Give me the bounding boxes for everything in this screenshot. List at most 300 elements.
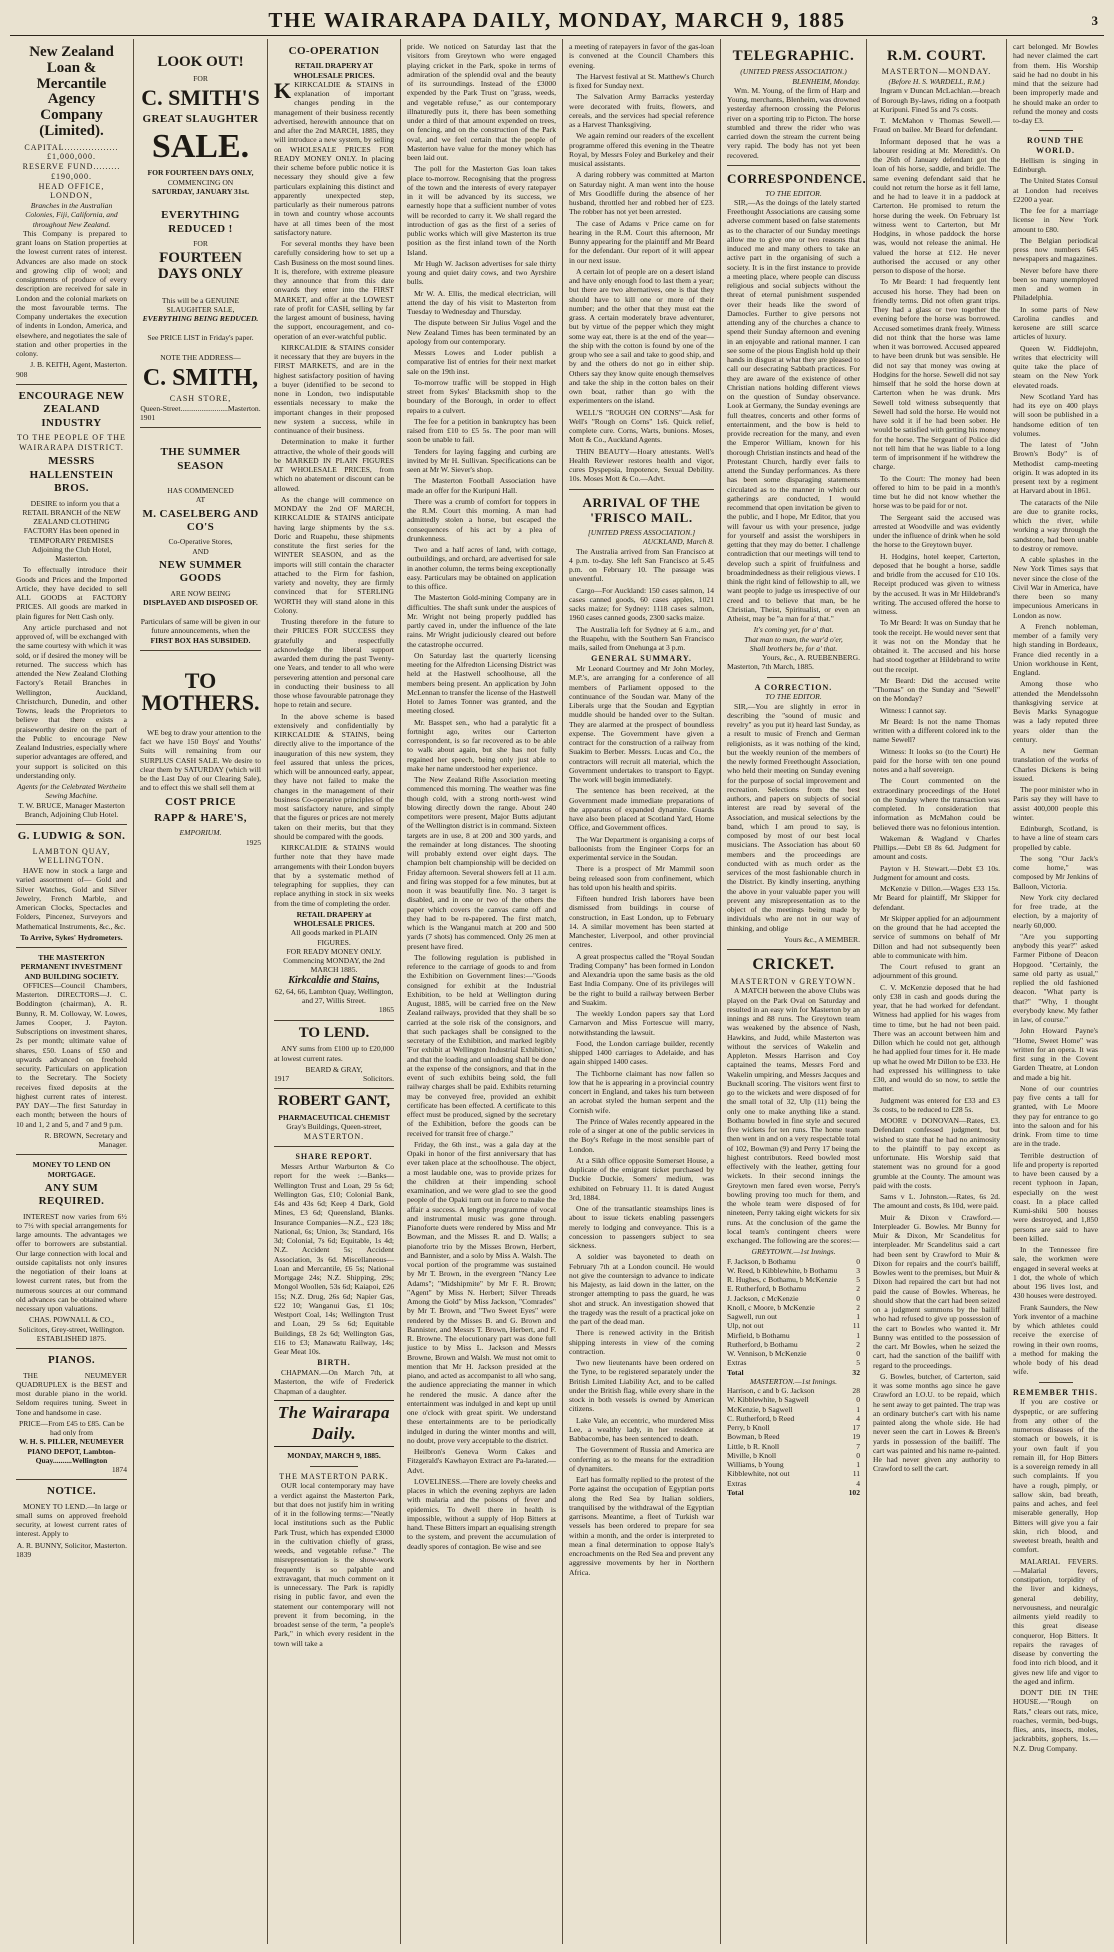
runs: 4 xyxy=(856,1413,860,1423)
theatre-reminder: We again remind our readers of the excellent programme offered this evening in the Theatre Royal, by Messrs Foley and Burkeley and their musical assistants. xyxy=(569,131,714,168)
round-item-24: Frank Saunders, the New York inventor of a machine by which athletes could receive the exercise of rowing in their own rooms, a method for making the whole body of his dead wife. xyxy=(1013,1302,1098,1377)
any-sum-body: INTEREST now varies from 6½ to 7½ with special arrangements for large amounts. The advantages we offer to borrowers are substantial. Our large connection with local and outside capitalists not only insures the negotiation of their loans at lowest current rates, but from the numerous sources at our command old advances can be obtained where necessary upon valuations. xyxy=(16,1211,127,1314)
batsman: Harrison, c and b G. Jackson xyxy=(727,1386,815,1396)
football-association: The Masterton Football Association have made an offer for the Kuripuni Hall. xyxy=(407,476,556,495)
runs: 17 xyxy=(852,1423,860,1433)
heilbron-advt: Heilbron's Geneva Worm Cakes and Fitzgerald's Kawhayon Extract are Pa-larated.—Advt. xyxy=(407,1447,556,1475)
general-cyclone: At a Sikh office opposite Somerset House, a duplicate of the emigrant ticket purchased by Duckie Duckie, Somers' medium, was exhibited on February 11. It is dated August 3rd, 1884. xyxy=(569,1155,714,1202)
dont-die-advt: DON'T DIE IN THE HOUSE.—"Rough on Rats," clears out rats, mice, roaches, vermin, bed-bugs, flies, ants, insects, moles, jackrabbits, gophers, 1s.—N.Z. Drug Company. xyxy=(1013,1688,1098,1753)
masterton-scorecard xyxy=(727,1386,860,1488)
park-body: OUR local contemporary may have a verdict against the Masterton Park, but that does not justify him in writing of it in the following terms:—"Neatly local institutions such as the Public Park Trust, which has expended £3000 in the cultivation chiefly of grass, weeds, and vegetable refuse." The misrepresentation is the show-work frequently is so palpable and extravagant, that much comment on it is unnecessary. The Park is rapidly rising in public favor, and even the statement our contemporary will not prevent it from becoming, in the broadest sense of the term, "a people's Park," in which every resident in the town will take a xyxy=(274,1481,394,1648)
saturday-date: SATURDAY, JANUARY 31st. xyxy=(151,186,250,196)
score-row xyxy=(727,1321,860,1330)
runs: 5 xyxy=(856,1275,860,1285)
kirk-body-5: As the change will commence on MONDAY the 2nd OF MARCH, KIRKCALDIE & STAINS anticipate having large shipments by the s.s. Doric and Ruapehu, these shipments constitute the first series for the WINTER SEASON, and as the imports will still contain the character attached to the Firm for fashion, variety and novelty, they are firmly convinced that for STERLING WORTH they will stand alone in this Colony. xyxy=(274,494,394,615)
column-6 xyxy=(721,39,867,1944)
rm-body-1: Ingram v Duncan McLachlan.—breach of Borough By-laws, riding on a footpath at Kuripuni. Fined 5s and 7s costs. xyxy=(873,86,1000,114)
gant-address: Gray's Buildings, Queen-street, xyxy=(286,1122,382,1132)
kirk-body-8: KIRKCALDIE & STAINS would further note that they have made arrangements with their London buyers that by a systematic method of telegraphing for supplies, they can replace anything in stock in six weeks from the time of completing the order. xyxy=(274,843,394,908)
batsman: Bowman, b Reed xyxy=(727,1432,780,1442)
future: future announcements, when the xyxy=(151,626,250,636)
page-number: 3 xyxy=(1091,12,1098,28)
commencing-monday: Commencing MONDAY, the 2nd MARCH 1885. xyxy=(283,956,385,975)
building-title: THE MASTERTON PERMANENT INVESTMENT AND BUILDING SOCIETY. xyxy=(20,953,123,981)
mothers-title: TO MOTHERS. xyxy=(141,667,260,715)
rm-body-21: MOORE v DONOVAN—Rates, £3. Defendant confessed judgment, but wished to state that he had no animosity to the plaintiff to pay except as unfortunate. His Worship said that statement was no ground for a good grumble at the County. The amount was paid with the costs. xyxy=(873,1116,1000,1190)
daily-logo: The Wairarapa Daily. xyxy=(274,1400,394,1447)
rm-body-5: To the Court: The money had been offered to him to be paid in a month's time but he did not know whether the horse was to be paid for or not. xyxy=(873,473,1000,511)
gas-meeting: a meeting of ratepayers in favor of the gas-loan is convened at the Council Chambers this evening. xyxy=(569,42,714,70)
lookout-title: LOOK OUT! xyxy=(157,54,244,70)
column-7 xyxy=(867,39,1007,1944)
general-soldier: A soldier was bayoneted to death on February 7th at a London council. He would not give the countersign to advance to indicate his Majesty, as laid down in the latter, on the stronger attempting to pass the guard, he was shot and struck. An investigation showed that the tragedy was the result of a practical joke on the part of the dead man. xyxy=(569,1252,714,1327)
notice-body: MONEY TO LEND.—In large or small sums on approved freehold security, at lowest current rates of interest. Apply to xyxy=(16,1501,127,1539)
frisco-title: ARRIVAL OF THE 'FRISCO MAIL. xyxy=(582,494,701,526)
malarial-advt: MALARIAL FEVERS.—Malarial fevers, constipation, torpidity of the liver and kidneys, general debility, nervousness, and neuralgic ailments yield readily to this great disease conqueror, Hop Bitters. It repairs the ravages of disease by converting the food into rich blood, and it gives new life and vigor to the aged and infirm. xyxy=(1013,1556,1098,1686)
queen-street: Queen-Street.........................Masterton. xyxy=(140,403,261,413)
batsman: Little, b R. Knoll xyxy=(727,1441,780,1451)
corns-advt: WELL'S "ROUGH ON CORNS"—Ask for Well's "Rough on Corns" 1s6. Quick relief, complete cure. Corns, Warts, bunions. Moses, Mott & Co., Auckland Agents. xyxy=(569,407,714,445)
harvest-festival: The Harvest festival at St. Matthew's Church is fixed for Sunday next. xyxy=(569,71,714,90)
round-item-9: The latest of "John Brown's Body" is of Methodist camp-meeting origin. It was adopted in its present text by a regiment at Harvard about in 1861. xyxy=(1013,440,1098,496)
column-5 xyxy=(563,39,721,1944)
score-row xyxy=(727,1303,860,1312)
rm-body-15: Payton v H. Stewart.—Debt £3 10s. Judgment for amount and costs. xyxy=(873,863,1000,882)
score-row xyxy=(727,1340,860,1349)
park-cont: pride. We noticed on Saturday last that the visitors from Greytown who were engaged playing cricket in the Park, spoke in terms of admiration of the splendid oval and the beauty of its surroundings. Instead of the £3000 expended by the Park Trust on "grass, weeds, and vegetable refuse," as our contemporary illnaturedly puts it, there has been something under a third of that amount expended on trees, on fencing, and on the construction of the Park oval, and we feel certain that the people of Masterton have value for the money which has been laid out. xyxy=(407,42,556,162)
to-lend-body: ANY sums from £100 up to £20,000 at lowest current rates. xyxy=(274,1044,394,1063)
general-tichborne: The Tichborne claimant has now fallen so low that he is appearing in a provincial country concert in England, and takes his turn between an acrobat styled the human serpent and the Cornish wife. xyxy=(569,1068,714,1115)
poem-line-2: That man to man, the war'd o'er, xyxy=(744,634,843,644)
general-ponts: Earl has formally replied to the protest of the Porte against the occupation of Egyptian ports along the Red Sea by Italian soldiers, tranquilised by the withdrawal of the Egyptian garrisons. Meantime, a fleet of Turkish war vessels has been ordered to prepare for sea within a month, and the order is interpreted to mean a final determination to oppose Italy's encroachments on the Red Sea and prevent any aggressive movements by her in Northern Africa. xyxy=(569,1475,714,1577)
kirk-body-6: Trusting therefore in the future to their PRICES FOR SUCCESS they gratefully and respectfully acknowledge the liberal support awarded them during the past Twenty-one Years, and tender to all who were persevering attention and personal care in conducting their business to all those whose favourable patronage they hope to retain and secure. xyxy=(274,617,394,710)
rm-court-sub: MASTERTON—MONDAY. xyxy=(881,67,992,77)
correction-sign: Yours &c., A MEMBER. xyxy=(783,934,860,944)
coop-title: CO-OPERATION xyxy=(288,45,380,57)
batsman: W. Vennison, b McKenzie xyxy=(727,1349,807,1359)
runs: 0 xyxy=(856,1395,860,1405)
general-prince: The Prince of Wales recently appeared in the role of a singer at one of the public services in the Boy's Refuge in the most sensible part of London. xyxy=(569,1116,714,1154)
to-lend-title: TO LEND. xyxy=(298,1024,370,1041)
score-row xyxy=(727,1358,860,1367)
are-now: ARE NOW BEING xyxy=(170,588,231,598)
general-govt: The Government of Russia and America are conferring as to the means for the extradition of dynamiters. xyxy=(569,1445,714,1473)
price-list-note: See PRICE LIST in Friday's paper. xyxy=(147,333,254,343)
remember-title: REMEMBER THIS. xyxy=(1013,1387,1098,1397)
score-row xyxy=(727,1331,860,1340)
any-sum-sign: CHAS. POWNALL & CO., Solicitors, Grey-street, Wellington. ESTABLISHED 1875. xyxy=(18,1315,125,1343)
share-title: SHARE REPORT. xyxy=(295,1152,373,1162)
column-1 xyxy=(10,39,134,1944)
notice-title: NOTICE. xyxy=(47,1485,96,1498)
rm-body-6: The Sergeant said the accused was arrested at Woodville and was evidently under the influence of drink when he sold the horse to the Greytown buyer. xyxy=(873,512,1000,550)
nz-loan-head-office: HEAD OFFICE, LONDON, xyxy=(38,181,105,201)
coop-stores: Co-Operative Stores, xyxy=(168,537,233,547)
column-4 xyxy=(401,39,563,1944)
batsman: R. Hughes, c Bothamu, b McKenzie xyxy=(727,1275,838,1285)
columns xyxy=(10,39,1104,1944)
masterton-innings-head: MASTERTON.—1st Innings. xyxy=(750,1376,837,1386)
has-commenced: HAS COMMENCED xyxy=(167,486,234,496)
notice-sign: A. R. BUNNY, Solicitor, Masterton. xyxy=(16,1540,127,1550)
money-title: MONEY TO LEND ON MORTGAGE. xyxy=(32,1160,111,1179)
bankruptcy-fee: The fee for a petition in bankruptcy has been raised from £10 to £5 5s. The poor man will soon be unable to fail. xyxy=(407,416,556,445)
nz-loan-capital: CAPITAL..................£1,000,000. xyxy=(24,142,119,162)
runs: 2 xyxy=(856,1339,860,1349)
ludwig-address: LAMBTON QUAY, WELLINGTON. xyxy=(32,846,111,866)
frisco-place: AUCKLAND, March 8. xyxy=(642,537,714,547)
nz-loan-number: 908 xyxy=(16,369,28,379)
rm-body-4: To Mr Beard: I had frequently lent accused his horse. They had been on friendly terms. Did not often grant trips. They had a glass or two together the evening before the horse was borrowed. Accused sometimes drank freely. Witness did not think that the horse was lame when it was borrowed. Accused appeared to have been drunk but was sensible. He did not say that money was owing at Hodgins for the horse. Sewell did not say himself that he sold the horse down at Carterton when he was drunk. Mrs Sewell told witness subsequently that Sewell had sold the horse. He would not have sold it if he had been sober. He would be satisfied with getting his money for the horse. The Sergeant of Police did not tell him that he was liable to a long term of imprisonment if he withdrew the charge. xyxy=(873,277,1000,472)
batsman: Miville, b Knoll xyxy=(727,1450,777,1460)
general-lake: Lake Vale, an eccentric, who murdered Miss Lee, a wealthy lady, in her residence at Babbacombe, has been sentenced to death. xyxy=(569,1415,714,1444)
rifle-association: The New Zealand Rifle Association meeting commenced this morning. The weather was fine though cold, with a strong north-west wind blowing directly down the range. About 240 competitors were present, Major Butts adjutant of the Wellington district is in command. Sixteen targets are in use, 8 at 200 and 300 yards, and the remainder at long distances. The shooting will probably extend over eight days. The champion belt championship will be decided on Friday afternoon. Several showers fell at 11 a.m. and firing was stopped for a few minutes, but at noon it was beautifully fine. No. 3 target is disabled, and in one or two of the others the paper which covers the canvas came off and they had to be re-papered. The first match, which is the Wanganui match at 200 and 500 yards (7 shots) has commenced. Only 26 men at present have fired. xyxy=(407,775,556,951)
general-weekly: The weekly London papers say that Lord Carnarvon and Miss Fortescue will marry, notwithstanding the lawsuit. xyxy=(569,1009,714,1037)
score-row xyxy=(727,1451,860,1460)
birth-title: BIRTH. xyxy=(317,1358,351,1368)
correspondence-title: CORRESPONDENCE. xyxy=(727,170,867,186)
score-row xyxy=(727,1284,860,1293)
at: AT xyxy=(195,495,206,505)
rm-body-24: G. Bowles, butcher, of Carterton, said it was some months ago since he gave Crawford an I.O.U. to be repaid, which he sent away to get painted. The trap was an ordinary butcher's cart with his name painted along the whole side. He had never seen the cart in Lowes & Breen's yards in possession of the bailiff. The cart was painted and his name re-painted. He had never given any authority to Crawford to sell the cart. xyxy=(873,1371,1000,1474)
telegraphic-place: BLENHEIM, Monday. xyxy=(792,76,860,86)
notice-number: 1839 xyxy=(16,1549,32,1559)
rm-body-11: Mr Beard: Is not the name Thomas written with a different colored ink to the name Sewell? xyxy=(873,716,1000,745)
note-address: NOTE THE ADDRESS— xyxy=(160,352,241,362)
score-row xyxy=(727,1442,860,1451)
runs: 4 xyxy=(856,1478,860,1488)
rm-court-title: R.M. COURT. xyxy=(886,48,987,64)
pianos-price: PRICE—From £45 to £85. Can be had only from xyxy=(18,1418,125,1438)
telegraphic-press: (UNITED PRESS ASSOCIATION.) xyxy=(740,67,847,77)
round-item-3: The fee for a marriage license in New York amount to £80. xyxy=(1013,206,1098,234)
runs: 28 xyxy=(852,1386,860,1396)
runs: 1 xyxy=(856,1404,860,1414)
greytown-innings-head: GREYTOWN.—1st Innings. xyxy=(751,1247,836,1257)
rm-body-8: To Mr Beard: It was on Sunday that he took the receipt. He would never sent that it was not on the Monday that he obtained it. The accused and his horse had stood together at Hildebrand to write out the receipt. xyxy=(873,618,1000,674)
building-sign: R. BROWN, Secretary and Manager. xyxy=(44,1130,127,1150)
round-item-23: In the Tennessee fire sale, the workmen were engaged in several weeks at 1 dot, the whole of which about 196 lives lost, and 430 houses were destroyed. xyxy=(1013,1245,1098,1301)
frisco-body: The Australia arrived from San Francisco at 4 p.m. to-day. She left San Francisco at 5.45 p.m. on February 10. The passage was uneventful. xyxy=(569,546,714,584)
round-item-4: The Belgian periodical press now numbers 645 newspapers and magazines. xyxy=(1013,235,1098,264)
and: AND xyxy=(192,546,209,556)
greytown-scorecard xyxy=(727,1257,860,1368)
exhibition-regulation: The following regulation is published in reference to the carriage of goods to and from the Exhibition on Government lines:—"Goods consigned for exhibit at the Industrial Exhibition, to be held at Wellington during August, 1885, will be carried free on the New Zealand railways, provided that they shall be so carried at the sole risk of the consignors, and that such packages shall be consigned to the secretary of the Exhibition, and marked legibly 'For exhibit at Wellington Industrial Exhibition,' and that the loading and unloading shall be done at the expense of the consignors, and that in the event of such exhibits being sold, the full railway charges shall be paid. Exhibits returning may be conveyed free, provided an exhibit certificate has been effected. A certificate to this effect must be produced, signed by the secretary of the Exhibition, before the goods can be received for transit free of charge." xyxy=(407,952,556,1138)
rm-body-7: H. Hodgins, hotel keeper, Carterton, deposed that he bought a horse, saddle and bridle from the accused for £10 10s. Receipt produced was given to witness by the accused. It was in Mr Hildebrand's writing. The accused offered the horse to witness. xyxy=(873,551,1000,617)
traffic-stopped: To-morrow traffic will be stopped in High street from Sykes' Blacksmith shop to the boundary of the Borough, in order to effect repairs to a culvert. xyxy=(407,377,556,415)
everything-being-reduced: EVERYTHING BEING REDUCED. xyxy=(142,314,259,324)
runs: 5 xyxy=(856,1358,860,1368)
runs: 2 xyxy=(856,1302,860,1312)
batsman: Knoll, c Moore, b McKenzie xyxy=(727,1302,815,1312)
masterton-total: Total 102 xyxy=(727,1487,860,1497)
runs: 0 xyxy=(856,1293,860,1303)
rm-body-22: Sams v L. Johnston.—Rates, 6s 2d. The amount and costs, 8s 10d, were paid. xyxy=(873,1192,1000,1211)
batsman: Mirfield, b Bothamu xyxy=(727,1330,790,1340)
runs: 0 xyxy=(856,1349,860,1359)
score-row xyxy=(727,1460,860,1469)
coop-sub: RETAIL DRAPERY AT WHOLESALE PRICES. xyxy=(293,61,375,80)
score-row xyxy=(727,1349,860,1358)
round-world-title: ROUND THE WORLD. xyxy=(1026,136,1085,155)
court-comfort: There was a crumb of comfort for toppers in the R.M. Court this morning. A man had admittedly stolen a horse, but escaped the consequences of his act by a plea of drunkenness. xyxy=(407,496,556,543)
general-war-dept: The War Department is organising a corps of balloonists from the Engineer Corps for an experimental service in the Soudan. xyxy=(569,834,714,863)
batsman: J. Jackson, c McKenzie xyxy=(727,1293,799,1303)
rm-body-19: C. V. McKenzie deposed that he had only £38 in cash and goods during the year, that he had worked for defendant. Witness had applied for his wages from time to time, but he had not been paid. There was an account between him and Dillon which he could not get, although he had applied four times for it. He made up what he owed Mr Dillon to be £33. He had expressed his willingness to take £30, and would do so now, to settle the matter. xyxy=(873,982,1000,1094)
pianos-title: PIANOS. xyxy=(47,1354,96,1367)
round-item-10: The cataracts of the Nile are due to granite rocks, which the river, while working a way through the sandstone, had been unable to destroy or remove. xyxy=(1013,497,1098,553)
retail-drapery: RETAIL DRAPERY at WHOLESALE PRICES. xyxy=(293,909,375,929)
licensing-meeting: On Saturday last the quarterly licensing meeting for the Alfredton Licensing District was held at the Hastwell schoolhouse, all the members being present. An application by John McLennan to transfer the license of the Hastwell Hotel to James Tonner was granted, and the meeting closed. xyxy=(407,650,556,716)
round-item-2: The United States Consul at London had receives £2200 a year. xyxy=(1013,176,1098,204)
general-body: Mr Leonard Courtney and Mr John Morley, M.P.'s, are arranging for a conference of all members of Parliament opposed to the continuance of the Soudan war. Many of the Liberals urge that the Soudan and Egyptian muddle should be handed over to the Sultan. They are alarmed at the prospect of boundless expense. The Government have given a contract for the construction of a railway from Suakim to Berber. Messrs. Lucas and Co., the contractors will recruit all material, which the Government undertakes to transport to Egypt. The work will begin immediately. xyxy=(569,664,714,785)
score-row xyxy=(727,1275,860,1284)
lookout-for: FOR xyxy=(193,73,208,83)
correspondence-sign: Yours, &c., A. RUEBENBERG. xyxy=(762,653,860,663)
batsman: W. Kibblewhite, b Sagwell xyxy=(727,1395,809,1405)
cricket-sub: MASTERTON v GREYTOWN. xyxy=(731,976,856,986)
gas-poll: The poll for the Masterton Gas loan takes place to-morrow. Recognising that the progress of the town and the interests of every ratepayer in it will be advanced by its success, we earnestly hope that a sufficient number of votes will be recorded to carry it. We shall regard the introduction of gas as the first of a series of public works which will give Masterton its true position as the first inland town of the North Island. xyxy=(407,164,556,257)
rm-body-13: The Court commented on the extraordinary proceedings of the Hotel on the Sunday where the transaction was completed. In consideration that information as McMahon could be believed there was no felonious intention. xyxy=(873,776,1000,832)
c-smith-name: C. SMITH, xyxy=(142,364,259,391)
score-row xyxy=(727,1469,860,1478)
batsman: McKenzie, b Sagwell xyxy=(727,1404,793,1414)
rm-body-18: The Court refused to grant an adjournment of this ground. xyxy=(873,962,1000,981)
telegraphic-body: Wm. M. Young, of the firm of Harp and Young, merchants, Blenheim, was drowned yesterday afternoon crossing the Pelorus river on a sporting trip to Picton. The horse stumbled and threw the rider who was carried down the stream the current being very rapid. The body has not yet been recovered. xyxy=(727,85,860,160)
hallenstein-sign: T. W. BRUCE, Manager Masterton Branch, Adjoining Club Hotel. xyxy=(18,800,125,819)
summer-season-title: THE SUMMER SEASON xyxy=(160,446,241,472)
batsman: Ulp, not out xyxy=(727,1321,764,1331)
general-prospectus: A great prospectus called the "Royal Soudan Trading Company" has been formed in London and Alexandria upon the same basis as the old East India Company. One of its privileges will be the right to build a railway between Berber and Suakim. xyxy=(569,951,714,1007)
batsman: Extras xyxy=(727,1358,747,1368)
round-item-16: Edinburgh, Scotland, is to have a line of steam cars propelled by cable. xyxy=(1013,824,1098,852)
score-row xyxy=(727,1266,860,1275)
general-sentence: The sentence has been received, at the Government made immediate preparations of the apparatus of expanded dynamite. Guards have also been placed at Scotland Yard, Home Office, and Government offices. xyxy=(569,786,714,833)
to-lend-number: 1917 xyxy=(274,1074,290,1084)
particulars: Particulars of same will be given in our xyxy=(140,617,261,627)
round-item-11: A cable splashes in the New York Times says that never since the close of the Civil War in America, have there been so many impecunious Americans in London as now. xyxy=(1013,555,1098,620)
batsman: W. Reed, b Kibblewhite, b Bothamu xyxy=(727,1265,838,1275)
round-item-17: The song "Our Jack's come home," was composed by Mr Jenkins of Balloon, Victoria. xyxy=(1013,853,1098,891)
runs: 7 xyxy=(856,1441,860,1451)
for-2: FOR xyxy=(193,238,208,248)
lowes-loder: Messrs Lowes and Loder publish a comparative list of entries for their next market sale on the 19th inst. xyxy=(407,348,556,376)
fourteen-days-2: FOURTEEN DAYS ONLY xyxy=(157,250,244,282)
all-goods: All goods marked in PLAIN FIGURES. xyxy=(290,928,378,947)
nz-loan-sign: J. B. KEITH, Agent, Masterton. xyxy=(30,360,127,370)
general-manners: There is a prospect of Mr Mammil soon being released soon from confinement, which has told upon his health and spirits. xyxy=(569,864,714,892)
round-item-19: "Are you supporting anybody this year?" asked Farmer Pitbone of Deacon Hopgood. "Certainly, the same old party as usual," replied the old fashioned deacon. "What party is that?" "Why, I thought everybody knew. My father in law, of course." xyxy=(1013,931,1098,1024)
encourage-title: ENCOURAGE NEW ZEALAND INDUSTRY xyxy=(18,389,125,429)
batsman: Sagwell, run out xyxy=(727,1312,777,1322)
round-item-20: John Howard Payne's "Home, Sweet Home" was written for an opera. It was first sung in the Covent Garden Theatre, at London and made a big hit. xyxy=(1013,1026,1098,1082)
cricket-body: A MATCH between the above Clubs was played on the Park Oval on Saturday and resulted in an easy win for Masterton by an innings and 88 runs. The Greytown team was weakened by the absence of Nash, Hawkins, and Judd, while Masterton was without the services of Wakelin and Appleton. Messrs Harrison and Coy captained the teams, Messrs Ford and Wakelin umpiring, and Messrs Jacques and Bucknall scoring. The visitors went first to go to the wickets and were disposed of for the small total of 32, Ulp (11) being the only one to make anything like a stand. Bothamu bowled in fine style and secured five wickets for ten runs. The home team then went in and on a very respectable total of 102, Bowman (9) and Perry 17 being the highest contributors. Reed bowled most effectively with the leather, getting four wickets. In their second innings the Greytown men fared even worse, Perry's bowling proving too much for them, and the whole team were disposed of for nineteen, Perry taking eight wickets for six runs. At the conclusion of the game the local team's contingent cheers were exchanged. The following are the scores:— xyxy=(727,986,860,1246)
kirk-body-2: For several months they have been carefully considering how to set up a Cash Business on the most sound lines. It is, therefore, with extreme pleasure they announce that from this date onwards they enter into the FIRST MARKET, and offer at the LOWEST rate of profit for CASH, selling by far the largest amount of business, having the support, encouragement, and co-operation of an ever-watchful public. xyxy=(274,239,394,341)
emporium: EMPORIUM. xyxy=(179,828,222,838)
remember-body: If you are costive or dyspeptic, or are suffering from any other of the numerous diseases of the stomach or bowels, it is your own fault if you remain ill, for Hop Bitters is a sovereign remedy in all such complaints. If you have a rough, pimply, or sallow skin, bad breath, pains and aches, and feel miserable generally, Hop Bitters will give you a fair skin, rich blood, and sweetest breath, health and comfort. xyxy=(1013,1397,1098,1555)
score-row xyxy=(727,1294,860,1303)
jackson-sale: Mr Hugh W. Jackson advertises for sale thirty young and quiet dairy cows, and two Ayrshire bulls. xyxy=(407,258,556,287)
kirk-body-4: Determination to make it further attractive, the whole of their goods will be MARKED IN PLAIN FIGURES AT WHOLESALE PRICES, from which no abatement or discount can be allowed. xyxy=(274,437,394,493)
general-there: There is renewed activity in the British shipping interests in view of the coming contraction. xyxy=(569,1328,714,1356)
fourteen-days: FOR FOURTEEN DAYS ONLY, xyxy=(147,168,254,178)
cash-store: CASH STORE, xyxy=(169,393,232,403)
health-advt: THIN BEAUTY—Hoary attestants. Well's Health Reviewer restores health and vigor, cures Dyspepsia, Impotence, Sexual Debility. 10s. Moses Mott & Co.—Advt. xyxy=(569,446,714,484)
round-item-15: The poor minister who in Paris say they will have to assist 400,000 people this winter. xyxy=(1013,785,1098,822)
salvation-army: The Salvation Army Barracks yesterday were decorated with fruits, flowers, and cereals, and the services had special reference as a Harvest Thanksgiving. xyxy=(569,92,714,129)
commencing: COMMENCING ON xyxy=(167,177,234,187)
round-item-21: None of our countries pay five cents a tall for granted, with Le Moore they pay for entrance to go into the saloon and for his drink. From time to time are in the trade. xyxy=(1013,1083,1098,1149)
great-slaughter: GREAT SLAUGHTER xyxy=(142,113,259,125)
score-row xyxy=(727,1414,860,1423)
poem-line-3: Shall brothers be, for a' that. xyxy=(749,643,838,653)
score-row xyxy=(727,1386,860,1395)
round-item-7: Queen W. Fiddlejohn, writes that electricity will quite take the place of steam on the New York elevated roads. xyxy=(1013,343,1098,390)
rapp-name: RAPP & HARE'S, xyxy=(154,812,247,825)
adams-price: The case of Adams v Price came on for hearing in the R.M. Court this afternoon, Mr Bunny appearing for the plaintiff and Mr Beard for the defendant. Our report of it will appear in our next issue. xyxy=(569,218,714,265)
score-row xyxy=(727,1312,860,1321)
runs: 3 xyxy=(856,1265,860,1275)
score-row xyxy=(727,1405,860,1414)
batsman: Perry, b Knoll xyxy=(727,1423,770,1433)
batsman: Extras xyxy=(727,1478,747,1488)
mothers-body: WE beg to draw your attention to the fact we have 150 Boys' and Youths' Suits will remaining from our SURPLUS CASH SALE. We desire to clear them by SATURDAY (which will be the Last Day of our Clearing Sale), and to effect this we shall sell them at xyxy=(140,727,261,793)
desert-island: A certain lot of people are on a desert island and have only enough food to last them a year; but there are two alternatives, one is that they should have to kill one or more of their number; and the other that they must eat the grass. A certain moderately brave adventurer, but by virtue of the pepper which they might some way eat, there is at the end of the year—the ship with the cotton is found by one of the group who see a sail and take to good ship, and by and the others do not go in either ship. Others say they know quite enough themselves and take the ship in the cotton bales on their own boat, rather than go with the experimenters on the island. xyxy=(569,266,714,406)
runs: 0 xyxy=(856,1256,860,1266)
column-3 xyxy=(268,39,401,1944)
rm-body-23: Muir & Dixon v Crawford.—Interpleader G. Bowles. Mr Bunny for Muir & Dixon, Mr Scandelitus for interpleader. Mr Scandelitus said a cart had been sent by Crawford to Muir & Dixon for repairs and the court's bailiff, Bowles went to the premises, but Muir & Dixon had repaired the cart but had not paid the cause of Bowles. Whereas, he should show that the cart had been seized on a judgment summons by the bailiff who had refused to give up possession of the cart to Bowles who wanted it. Mr Bunny was entitled to the possession of the cart. Mr Bowles, when he seized the cart, had the sanction of the bailiff with regard to the proceedings. xyxy=(873,1212,1000,1370)
column-2 xyxy=(134,39,268,1944)
general-fifteen: Fifteen hundred Irish laborers have been dismissed from buildings in course of construction, in East London, up to February 14. A similar movement has been started at Manchester, Liverpool, and other provincial centres. xyxy=(569,894,714,950)
general-new-lieutenants: Two new lieutenants have been ordered on the Tyne, to be registered separately under the British Limited Liability Act, and to be called under the British flag, while every share in the stock in both vessels is owned by American citizens. xyxy=(569,1358,714,1414)
vogel-dispute: The dispute between Sir Julius Vogel and the New Zealand Times has been terminated by an apology from our contemporary. xyxy=(407,318,556,346)
score-row xyxy=(727,1423,860,1432)
ellis-visit: Mr W. A. Ellis, the medical electrician, will attend the day of his visit to Masterton from Tuesday to Wednesday and Thursday. xyxy=(407,288,556,316)
daily-sub: THE MASTERTON PARK. xyxy=(279,1471,389,1481)
hallenstein-agents: Agents for the Celebrated Wertheim Sewing Machine. xyxy=(17,782,126,801)
correspondence-date: Masterton, 7th March, 1885. xyxy=(727,662,814,672)
runs: 0 xyxy=(856,1450,860,1460)
new-summer-goods: NEW SUMMER GOODS xyxy=(159,558,242,585)
everything-reduced: EVERYTHING REDUCED ! xyxy=(161,209,240,235)
round-item-6: In some parts of New Carolina candles and kerosene are still scarce articles of luxury. xyxy=(1013,304,1098,342)
land-sale: Two and a half acres of land, with cottage, outbuildings, and orchard, are advertised for sale in another column, the terms being exceptionally easy. Particulars may be obtained on application to this office. xyxy=(407,545,556,591)
round-item-8: New Scotland Yard has had its eye on 400 plays will soon be published in a handsome edition of ten volumes. xyxy=(1013,391,1098,438)
runs: 11 xyxy=(852,1321,860,1331)
score-row xyxy=(727,1432,860,1441)
loveliness-advt: LOVELINESS.—There are lovely cheeks and places in which the evening zephyrs are laden with malaria and the poisons of fever and epidemics. To dwell there in health is impossible, without a supply of Hop Bitters at hand. These Bitters impart an equalising strength to the system, and prevent the accumulation of deadly spores of contagion. Be wise and see xyxy=(407,1476,556,1551)
nz-loan-reserve: RESERVE FUND.........£190,000. xyxy=(22,162,121,181)
poem-line-1: It's coming yet, for a' that. xyxy=(753,625,834,635)
round-item-14: A new German translation of the works of Charles Dickens is being issued. xyxy=(1013,746,1098,783)
frisco-mails: The Australia left for Sydney at 6 a.m., and the Ruapehu, with the Southern San Francisco mails, sailed from Onehunga at 3 p.m. xyxy=(569,624,714,653)
masthead-title: THE WAIRARAPA DAILY, MONDAY, MARCH 9, 1885 xyxy=(268,7,846,32)
piller-number: 1874 xyxy=(111,1465,127,1475)
frisco-press: [UNITED PRESS ASSOCIATION.] xyxy=(587,528,696,538)
score-row xyxy=(727,1395,860,1404)
smith-title: C. SMITH'S xyxy=(141,85,260,110)
rm-body-20: Judgment was entered for £33 and £3 3s costs, to be reduced to £28 5s. xyxy=(873,1095,1000,1114)
batsman: C. Rutherford, b Reed xyxy=(727,1413,795,1423)
hallenstein-title: MESSRS HALLENSTEIN BROS. xyxy=(29,455,114,495)
nz-loan-body: This Company is prepared to grant loans on Station properties at the lowest current rates of interest. Advances are also made on stock and growing clip of wool; and consignments of produce of every description are received for sale in London and the colonial markets on the most favourable terms. The Company undertakes the execution of indents in London, America, and elsewhere, and negotiates the sale of station and other properties in the colony. xyxy=(16,228,127,358)
kirk-name: Kirkcaldie and Stains, xyxy=(288,974,380,986)
runs: 1 xyxy=(856,1330,860,1340)
opaki-gala: Friday, the 6th inst., was a gala day at the Opaki in honor of the first anniversary that has ever taken place at the schoolhouse. The object, a most laudable one, was to provide prizes for the children at their impending school examination, and we were glad to see the good people of the Opaki turn out in force to make the affair a success. A lengthy programme of vocal and instrumental music was gone through. Pianoforte duets were rendered by Miss and Mr Bowman, and the Misses R. and D. Walls; a pianoforte trio by the Misses Brown, Herbert, and Bannister, and a solo by Miss A. Walsh. The vocal portion of the programme was sustained by Mr T. Brown, in the evergreen "Nancy Lee Adams"; "Midshipmite" by Mr F. R. Brown; "Agent" by Miss N. Herbert; Silver Threads Among the Gold" by Miss Jackson, "Comrades" by Mr T. Brown, and "Two Sweet Eyes" were rendered by the Misses B. and G. Brown and Bannister, and Messrs T. Brown, Herbert, and F. R. Browne. The elocutionary part was done full justice to by Miss L. Jackson and Messrs Browne, Brown and Walsh. We must not omit to mention that Mr H. Jackson presided at the piano, and acted as accompanist to all who sang, the audience appreciating the manner in which he rendered the music. A dance after the entertainment was indulged in and kept up until one o'clock with great spirit. We understand these entertainments are to be periodically indulged in during the winter months and will, no doubt, prove very acceptable to the district. xyxy=(407,1139,556,1445)
rm-continued: cart belonged. Mr Bowles had never claimed the cart from them. His Worship said he had no doubt in his mind that the seizure had been improperly made and he should make an order to refund the money and costs to-day £3. xyxy=(1013,42,1098,125)
kirk-number: 1865 xyxy=(378,1005,394,1015)
kirk-address: 62, 64, 66, Lambton Quay, Wellington, and 27, Willis Street. xyxy=(274,986,394,1006)
rm-body-9: Mr Beard: Did the accused write "Thomas" on the Sunday and "Sewell" on the Monday? xyxy=(873,675,1000,704)
cricket-title: CRICKET. xyxy=(752,956,835,974)
gant-title: ROBERT GANT, xyxy=(277,1093,391,1110)
smith-number: 1901 xyxy=(140,412,156,422)
runs: 11 xyxy=(852,1469,860,1479)
gold-mining: The Masterton Gold-mining Company are in difficulties. The shaft sunk under the auspices of Mr. Wright not being properly puddled has partly caved in, under the influence of the late rains. Mr Wright judiciously cleared out before the catastrophe occurred. xyxy=(407,593,556,649)
batsman: F. Jackson, b Bothamu xyxy=(727,1256,796,1266)
rm-body-10: Witness: I cannot say. xyxy=(880,705,947,715)
ludwig-body: HAVE now in stock a large and varied assortment of— Gold and Silver Watches, Gold and Silver Jewelry, French Marble, and American Clocks, Spectacles and Folders, Pincenez, Surveyors and Mathematical Instruments, &c., &c. xyxy=(16,866,127,931)
sale-title: SALE. xyxy=(151,128,250,166)
tenders: Tenders for laying fagging and curbing are invited by Mr H. Sullivan. Specifications can be seen at Mr W. Siever's shop. xyxy=(407,446,556,474)
round-item-1: Hellism is singing in Edinburgh. xyxy=(1013,155,1098,174)
runs: 1 xyxy=(856,1460,860,1470)
to-editor-2: TO THE EDITOR. xyxy=(765,692,822,702)
batsman: E. Rutherford, b Bothamu xyxy=(727,1284,807,1294)
rm-body-12: Witness: It looks so (to the Court) He paid for the horse with ten one pound notes and a half sovereign. xyxy=(873,746,1000,775)
rapp-number: 1925 xyxy=(245,837,261,847)
round-item-12: A French nobleman, member of a family very high standing in Bordeaux, France died recently in a Union workhouse in Kent, England. xyxy=(1013,621,1098,677)
hallenstein-body-2: To effectually introduce their Goods and Prices and the Imported Article, they have decided to sell ALL GOODS at FACTORY PRICES. All goods are marked in plain figures for Nett Cash only. xyxy=(16,565,127,621)
first-box: FIRST BOX HAS SUBSIDED. xyxy=(150,635,251,645)
rm-body-16: McKenzie v Dillon.—Wages £33 15s. Mr Beard for plaintiff, Mr Skipper for defendant. xyxy=(873,884,1000,912)
score-row xyxy=(727,1257,860,1266)
batsman: Williams, b Young xyxy=(727,1460,784,1470)
general-food: Food, the London carriage builder, recently shipped 1400 carriages to Adelaide, and has again shipped 1400 cases. xyxy=(569,1038,714,1067)
to-lend-solicitors: Solicitors. xyxy=(362,1074,394,1084)
gant-sub: PHARMACEUTICAL CHEMIST xyxy=(278,1113,390,1123)
cost-price: COST PRICE xyxy=(165,795,236,808)
ready-money: FOR READY MONEY ONLY. xyxy=(286,946,382,956)
runs: 19 xyxy=(852,1432,860,1442)
telegraphic-title: TELEGRAPHIC. xyxy=(732,48,855,64)
frisco-cargo: Cargo—For Auckland: 150 cases salmon, 14 cases canned goods, 60 cases apples, 1021 sacks maize; for Sydney: 1118 cases salmon, 1960 cases canned goods, 2300 sacks maize. xyxy=(569,585,714,623)
displayed: DISPLAYED AND DISPOSED OF. xyxy=(143,597,258,607)
runs: 2 xyxy=(856,1284,860,1294)
ludwig-arrive: To Arrive, Sykes' Hydrometers. xyxy=(20,932,123,942)
rm-body-3: Informant deposed that he was a labourer residing at Mr. Meredith's. On the 26th of January defendant got the loan of his horse, saddle, and bridle. The same evening defendant said that he could not return the horse as it fell lame, and he had to leave it in a paddock at Carterton. He promised to return the horse during the week. On February 1st witness went to Carterton, but Mr Hodgins, in whose paddock the horse was, would not release the animal. He valued the horse at £12. He never authorised the accused or any other person to dispose of the horse. xyxy=(873,136,1000,276)
to-editor-1: TO THE EDITOR. xyxy=(765,188,822,198)
hallenstein-body: DESIRE to inform you that a RETAIL BRANCH of the NEW ZEALAND CLOTHING FACTORY Has been opened in TEMPORARY PREMISES Adjoining the Club Hotel, Masterton. xyxy=(22,498,121,564)
any-sum-title: ANY SUM REQUIRED. xyxy=(38,1181,105,1208)
kirk-body-1: KKIRKCALDIE & STAINS in explanation of important changes pending in the management of their business recently advertised, herewith announce that on and after the 2nd MARCH, 1885, they will introduce a new system, by selling on WHOLESALE PRICES FOR READY MONEY ONLY. In placing their scheme before public notice it is necessary they should give a few particulars explaining this distinct and apparently unexpected step, particularly as their numerous patrons in town and country whose accounts have at all times been of the most satisfactory nature. xyxy=(274,77,394,237)
runs: 1 xyxy=(856,1312,860,1322)
column-8 xyxy=(1007,39,1104,1944)
round-item-22: Terrible destruction of life and property is reported to have been caused by a recent typhoon in Japan, especially on the west coast. In a place called Kumi-shiki 500 houses were destroyed, and 1,850 persons are said to have been killed. xyxy=(1013,1150,1098,1243)
rm-body-14: Wakeman & Wagland v Charles Phillips.—Debt £8 8s 6d. Judgment for amount and costs. xyxy=(873,833,1000,862)
encourage-sub: TO THE PEOPLE OF THE WAIRARAPA DISTRICT. xyxy=(17,432,126,452)
general-amongst: One of the transatlantic steamships lines is about to issue tickets enabling passengers merely to lodging and conveyance. This is a concession to passengers subject to sea sickness. xyxy=(569,1204,714,1251)
piller-sign: W. H. S. PILLER, NEUMEYER PIANO DEPOT, Lambton-Quay..........Wellington xyxy=(19,1437,124,1465)
gant-town: MASTERTON. xyxy=(303,1131,365,1141)
correspondence-body: SIR,—As the doings of the lately started Freethought Associations are causing some adverse comment based on false statements as to the character of our Sunday meetings allow me to give one or two reasons that induced me and many others to take an active part in the organising of such a society. It is in the first instance to provide a meeting place, where people can discuss religious and social subjects without the threat of eternal punishment suspended over their heads like the sword of Damocles. Further to give persons not attending any of the churches a chance to spend their Sunday afternoon and evening in an enjoyable and rational manner. I can see some of the pious English hold up their hands in disgust at what they are pleased to call our desecrating Sabbath practices. For they are aware of the existence of other Christian nations holding different views on the question of Sunday observance. Look at Germany, the Sunday evenings are full theatres, concerts and other forms of entertainment, and the bow is held to provide recreation for the many, and even the Emperor William, known for his thorough Christian instincts and head of the Protestant Church, hardly ever fails to attend the Sunday performances. As there has been some disparaging statements circulated as to the manner in which our gatherings are conducted, I would recommend that open invitation be given to the public, and I hope, Mr Editor, that you will favour us with your presence, judge for yourself and assist the worshipers in getting that they may do better. I challenge contradiction that our meetings will tend to develop such a spirit of fruitfulness and broadmindedness as their religious views. I think the right kind of fellowship to all, we want people to judge us irrespective of our creed and to believe that man, be he Christian, Theist, Spiritualist, or even an Atheist, may be "a man for a' that." xyxy=(727,197,860,624)
daily-date: MONDAY, MARCH 9, 1885. xyxy=(287,1451,381,1461)
rm-body-2: T. McMahon v Thomas Sewell.—Fraud on bailee. Mr Beard for defendant. xyxy=(873,116,1000,135)
building-body: OFFICES—Council Chambers, Masterton. DIRECTORS—J. C. Boddington (chairman), A. R. Bunny, R. M. Colloway, W. Lowes, James Cooper, J. Payton. Subscriptions on investment shares, 2s per month; ultimate value of shares, £50. Loans of £50 and upwards advanced on freehold security. Particulars on application to the Secretary. The Society receives fixed deposits at the highest current rates of interest. PAY DAY—The first Saturday in each month; between the hours of 10 and 1, 2 and 5, and 7 and 9 p.m. xyxy=(16,980,127,1129)
to-lend-sign: BEARD & GRAY, xyxy=(305,1064,363,1074)
rm-body-17: Mr Skipper applied for an adjournment on the ground that he had accepted the service of summons on behalf of Mr Dillon and had not subsequently been able to communicate with him. xyxy=(873,913,1000,960)
nz-loan-title: New Zealand Loan & Mercantile Agency Company (Limited). xyxy=(29,44,114,139)
